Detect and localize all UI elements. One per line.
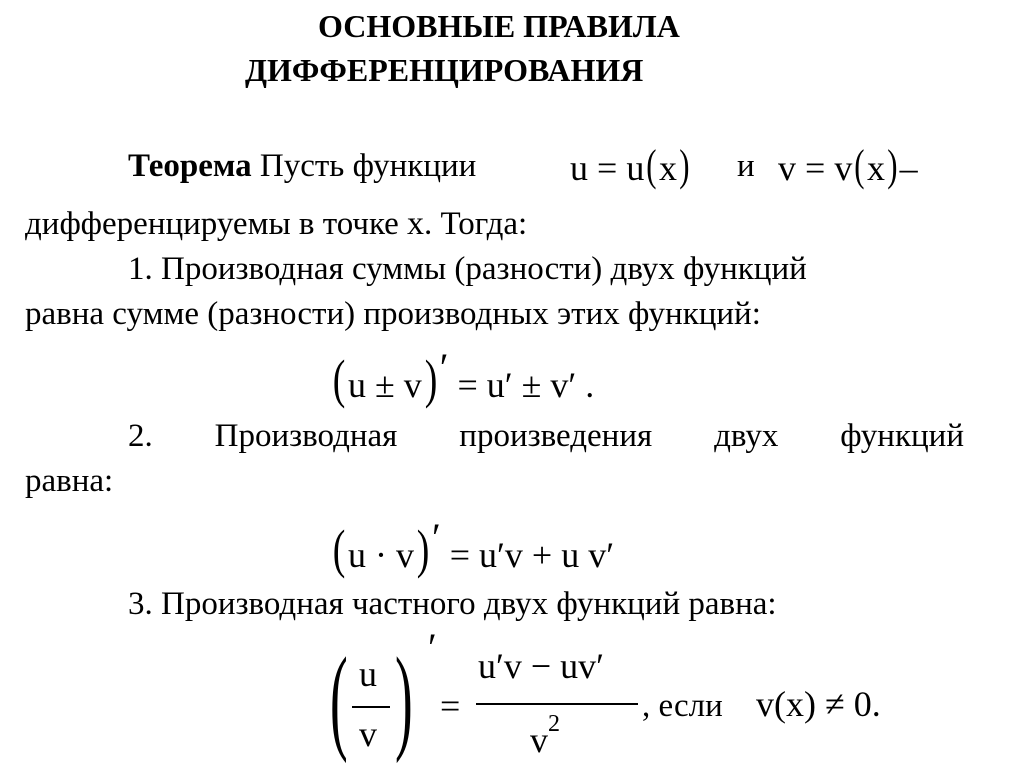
rule3-left-numerator: u — [359, 654, 377, 694]
theorem-line2 — [25, 207, 527, 241]
dash: – — [899, 148, 918, 188]
rule2-word-2: Производная — [214, 418, 398, 454]
equals-sign: = — [597, 148, 618, 188]
rule2-word-3: произведения — [459, 418, 653, 454]
theorem-intro: Пусть функции — [259, 148, 477, 184]
rule3-left-paren: ( — [330, 633, 348, 764]
rule1-rhs: = u′ ± v′ . — [457, 365, 595, 405]
rule2-word-1: 2. — [128, 418, 153, 454]
right-paren: ) — [887, 141, 898, 190]
rule3-line1: 3. Производная частного двух функций равна: — [128, 586, 777, 622]
rule2-line1 — [128, 420, 964, 453]
theorem-v-definition — [778, 141, 918, 190]
rule1-line2: равна сумме (разности) производных этих функций: — [25, 296, 761, 332]
rule2-line2: равна: — [25, 463, 114, 499]
right-paren: ) — [416, 519, 430, 579]
theorem-line2-then: . Тогда: — [424, 206, 528, 242]
equals-sign: = — [805, 148, 826, 188]
rule3-condition: v(x) ≠ 0. — [756, 684, 881, 724]
exponent-two: 2 — [548, 711, 560, 737]
theorem-label: Теорема — [128, 148, 252, 184]
rule3-right-paren: ) — [395, 633, 413, 764]
x-var: x — [407, 205, 425, 242]
u-symbol-rhs: u — [626, 148, 645, 188]
v-symbol-rhs: v — [834, 148, 853, 188]
right-paren: ) — [424, 349, 438, 409]
theorem-line1 — [128, 150, 476, 183]
theorem-u-definition — [570, 141, 692, 190]
rule2-formula — [330, 515, 615, 579]
rule3-condition-word: , если — [642, 688, 723, 724]
prime-mark: ′ — [439, 345, 449, 390]
rule2-rhs: = u′v + u v′ — [449, 535, 615, 575]
v-symbol: v — [530, 720, 548, 760]
page-title-line1: ОСНОВНЫЕ ПРАВИЛА — [318, 8, 680, 44]
prime-mark: ′ — [431, 515, 441, 560]
left-paren: ( — [332, 349, 346, 409]
x-var: x — [866, 148, 885, 188]
rule3-right-fraction-bar — [476, 703, 638, 705]
rule1-inner: u ± v — [347, 365, 422, 405]
u-symbol: u — [570, 148, 588, 188]
left-paren: ( — [854, 141, 865, 190]
rule2-word-4: двух — [714, 418, 779, 454]
page-title-line2: ДИФФЕРЕНЦИРОВАНИЯ — [245, 52, 644, 88]
and-word: и — [737, 148, 755, 184]
rule1-line1: 1. Производная суммы (разности) двух функций — [128, 251, 807, 287]
rule3-left-fraction-bar — [352, 706, 390, 708]
left-paren: ( — [646, 141, 657, 190]
theorem-line2-text: дифференцируемы в точке — [25, 206, 399, 242]
prime-mark: ′ — [428, 625, 437, 670]
rule3-equals: = — [440, 686, 461, 726]
left-paren: ( — [332, 519, 346, 579]
v-symbol: v — [778, 148, 796, 188]
right-paren: ) — [679, 141, 690, 190]
rule3-right-numerator: u′v − uv′ — [478, 646, 605, 686]
x-var: x — [658, 148, 677, 188]
rule1-formula — [330, 345, 595, 409]
rule2-inner: u · v — [347, 535, 414, 575]
rule2-word-5: функций — [840, 418, 964, 454]
rule3-right-denominator — [530, 711, 560, 760]
rule3-left-denominator: v — [359, 714, 377, 754]
